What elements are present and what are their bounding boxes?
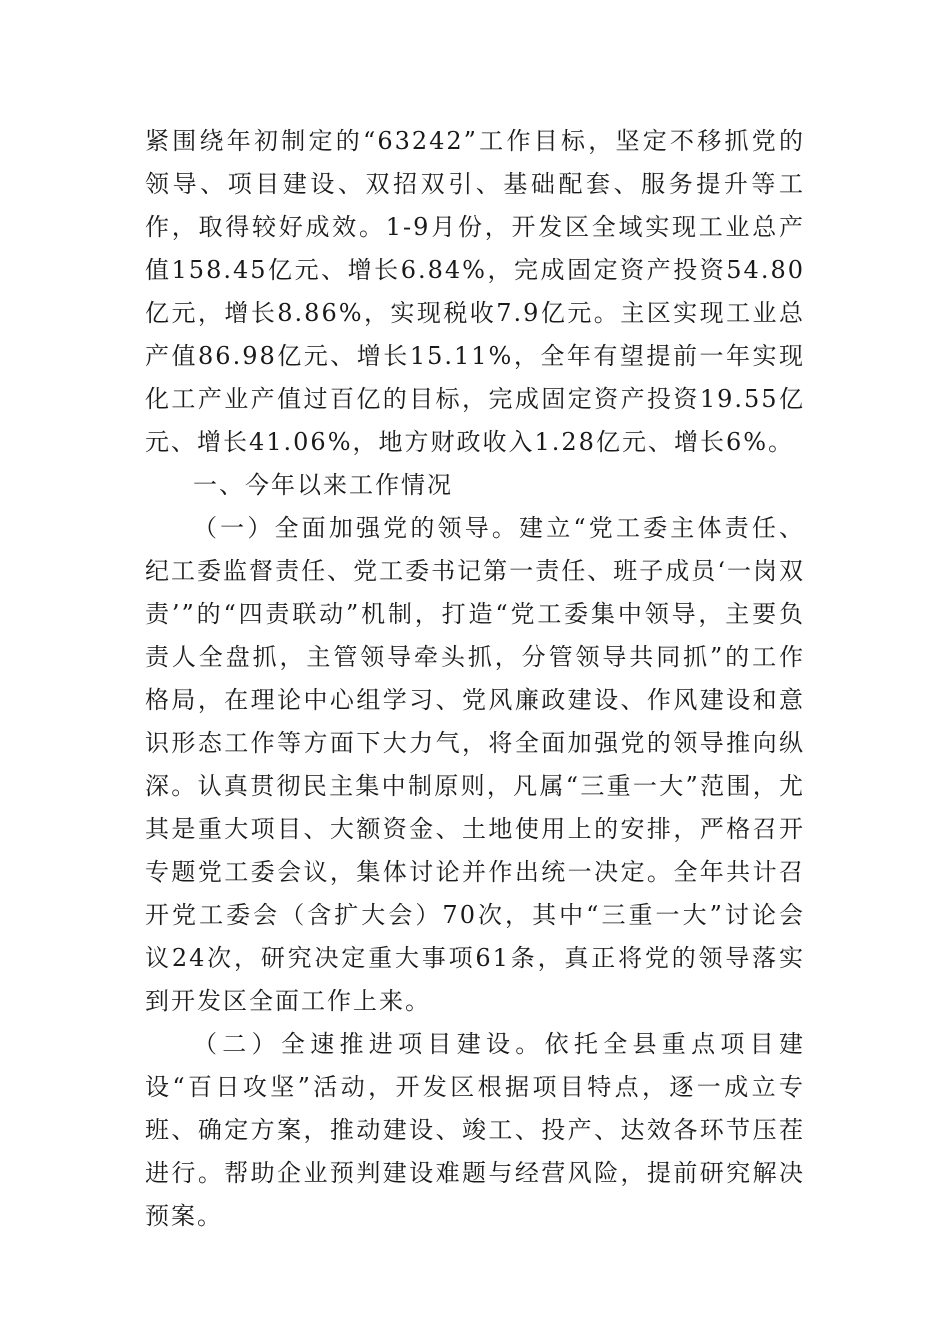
paragraph-party-leadership: （一）全面加强党的领导。建立“党工委主体责任、纪工委监督责任、党工委书记第一责任、班子成员‘一岗双责’”的“四责联动”机制，打造“党工委集中领导，主要负责人全盘抓，主管领导牵头抓，分管领导共同抓”的工作格局，在理论中心组学习、党风廉政建设、作风建设和意识形态工作等方面下大力气，将全面加强党的领导推向纵深。认真贯彻民主集中制原则，凡属“三重一大”范围，尤其是重大项目、大额资金、土地使用上的安排，严格召开专题党工委会议，集体讨论并作出统一决定。全年共计召开党工委会（含扩大会）70次，其中“三重一大”讨论会议24次，研究决定重大事项61条，真正将党的领导落实到开发区全面工作上来。 xyxy=(145,514,805,1015)
paragraph-continuation: 紧围绕年初制定的“63242”工作目标，坚定不移抓党的领导、项目建设、双招双引、基础配套、服务提升等工作，取得较好成效。1-9月份，开发区全域实现工业总产值158.45亿元、增长6.84%，完成固定资产投资54.80亿元，增长8.86%，实现税收7.9亿元。主区实现工业总产值86.98亿元、增长15.11%，全年有望提前一年实现化工产业产值过百亿的目标，完成固定资产投资19.55亿元、增长41.06%，地方财政收入1.28亿元、增长6%。 xyxy=(145,127,805,456)
document-body xyxy=(145,120,805,1238)
paragraph-project-construction: （二）全速推进项目建设。依托全县重点项目建设“百日攻坚”活动，开发区根据项目特点，逐一成立专班、确定方案，推动建设、竣工、投产、达效各环节压茬进行。帮助企业预判建设难题与经营风险，提前研究解决预案。 xyxy=(145,1030,805,1230)
section-heading: 一、今年以来工作情况 xyxy=(193,471,453,499)
